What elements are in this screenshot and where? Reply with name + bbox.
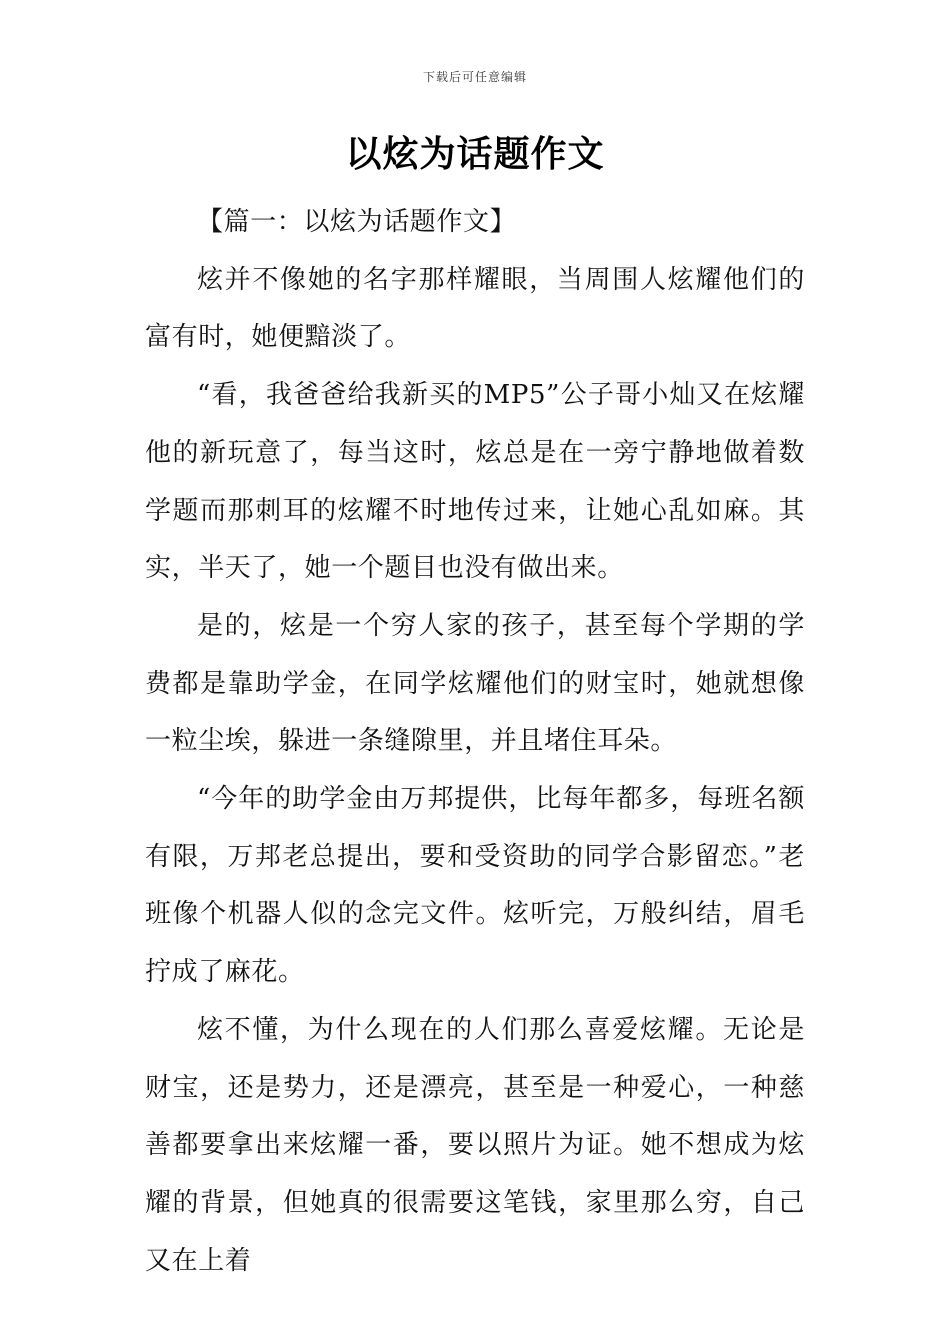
paragraph: 是的，炫是一个穷人家的孩子，甚至每个学期的学费都是靠助学金，在同学炫耀他们的财宝时，她就想像一粒尘埃，躲进一条缝隙里，并且堵住耳朵。 — [145, 610, 805, 757]
paragraph: 炫不懂，为什么现在的人们那么喜爱炫耀。无论是财宝，还是势力，还是漂亮，甚至是一种爱心，一种慈善都要拿出来炫耀一番，要以照片为证。她不想成为炫耀的背景，但她真的很需要这笔钱，家里那么穷，自己又在上着 — [145, 1014, 805, 1276]
paragraph: “今年的助学金由万邦提供，比每年都多，每班名额有限，万邦老总提出，要和受资助的同学合影留恋。”老班像个机器人似的念完文件。炫听完，万般纠结，眉毛拧成了麻花。 — [145, 784, 805, 988]
paragraph: 炫并不像她的名字那样耀眼，当周围人炫耀他们的富有时，她便黯淡了。 — [145, 264, 805, 353]
paragraph: “看，我爸爸给我新买的MP5”公子哥小灿又在炫耀他的新玩意了，每当这时，炫总是在一旁宁静地做着数学题而那刺耳的炫耀不时地传过来，让她心乱如麻。其实，半天了，她一个题目也没有做出来。 — [145, 380, 805, 584]
document-body — [145, 194, 805, 1290]
header-note: 下载后可任意编辑 — [422, 70, 527, 84]
document-title: 以炫为话题作文 — [345, 134, 605, 175]
section-heading: 【篇一：以炫为话题作文】 — [197, 207, 517, 237]
